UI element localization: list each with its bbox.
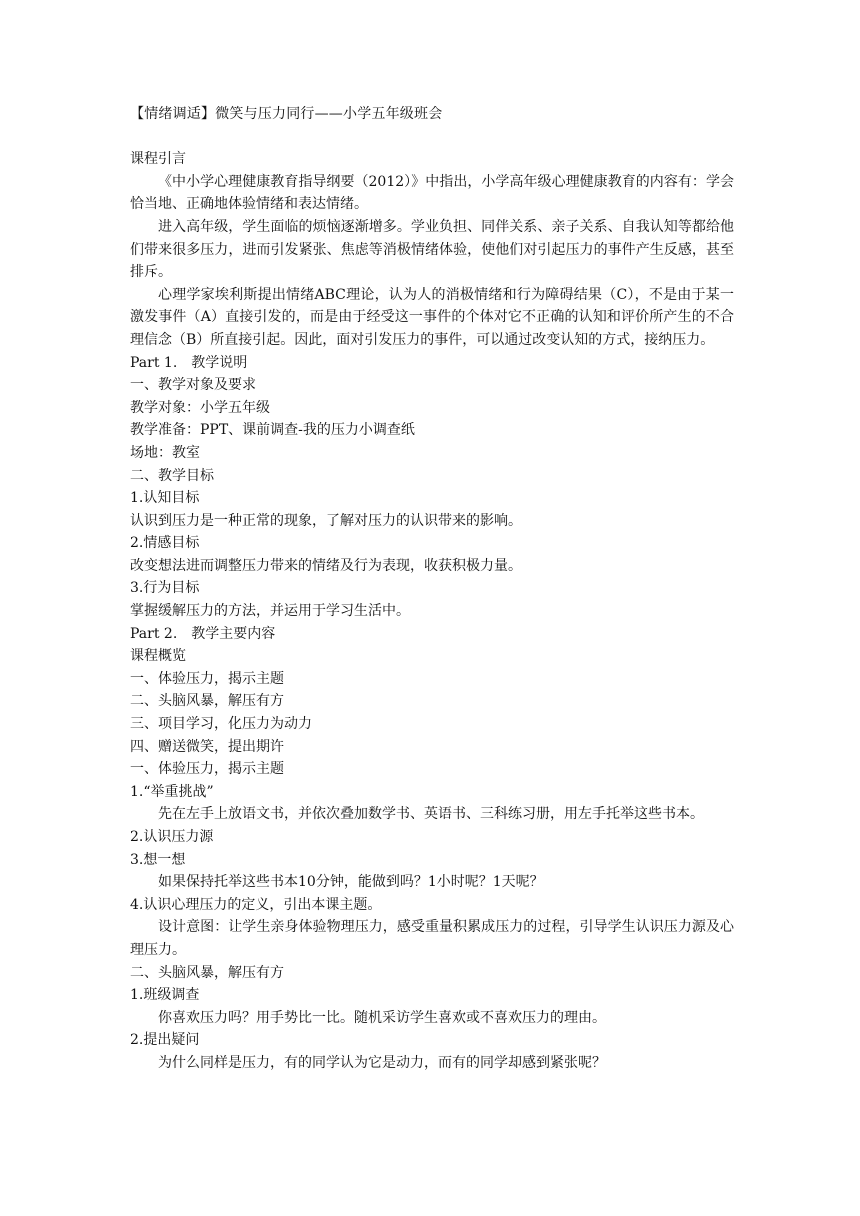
section-2-item-2-text: 为什么同样是压力，有的同学认为它是动力，而有的同学却感到紧张呢？ [158, 1054, 606, 1071]
section-1-item-1-text: 先在左手上放语文书，并依次叠加数学书、英语书、三科练习册，用左手托举这些书本。 [158, 806, 704, 823]
teaching-preparation: 教学准备：PPT、课前调查-我的压力小调查纸 [130, 422, 415, 439]
intro-heading: 课程引言 [130, 151, 186, 168]
section-2-item-2-title: 2.提出疑问 [130, 1032, 200, 1049]
section-1-design-intent: 设计意图：让学生亲身体验物理压力，感受重量积累成压力的过程，引导学生认识压力源及心理压力。 [130, 919, 734, 958]
teaching-target: 教学对象：小学五年级 [130, 399, 270, 416]
overview-item-3: 三、项目学习，化压力为动力 [130, 716, 312, 733]
part2-heading: Part 2. 教学主要内容 [130, 625, 276, 642]
document-page [130, 103, 734, 1075]
goal-1-text: 认识到压力是一种正常的现象，了解对压力的认识带来的影响。 [130, 512, 522, 529]
course-overview-heading: 课程概览 [130, 648, 186, 665]
part1-section-2: 二、教学目标 [130, 467, 214, 484]
goal-3-text: 掌握缓解压力的方法，并运用于学习生活中。 [130, 603, 410, 620]
goal-2-title: 2.情感目标 [130, 535, 200, 552]
goal-1-title: 1.认知目标 [130, 490, 200, 507]
overview-item-2: 二、头脑风暴，解压有方 [130, 693, 284, 710]
section-2-item-1-text: 你喜欢压力吗？用手势比一比。随机采访学生喜欢或不喜欢压力的理由。 [158, 1009, 606, 1026]
intro-paragraph-2: 进入高年级，学生面临的烦恼逐渐增多。学业负担、同伴关系、亲子关系、自我认知等都给他们带来很多压力，进而引发紧张、焦虑等消极情绪体验，使他们对引起压力的事件产生反感，甚至排斥。 [130, 218, 734, 281]
section-1-item-2-title: 2.认识压力源 [130, 829, 214, 845]
overview-item-1: 一、体验压力，揭示主题 [130, 670, 284, 687]
goal-3-title: 3.行为目标 [130, 580, 200, 597]
section-2-item-1-title: 1.班级调查 [130, 987, 200, 1004]
teaching-venue: 场地：教室 [130, 444, 200, 461]
blank-line [130, 126, 734, 149]
section-2-heading: 二、头脑风暴，解压有方 [130, 964, 284, 981]
part1-section-1: 一、教学对象及要求 [130, 377, 256, 394]
section-1-heading: 一、体验压力，揭示主题 [130, 761, 284, 778]
document-title: 【情绪调适】微笑与压力同行——小学五年级班会 [130, 106, 443, 122]
overview-item-4: 四、赠送微笑，提出期许 [130, 738, 284, 755]
intro-paragraph-1: 《中小学心理健康教育指导纲要（2012）》中指出，小学高年级心理健康教育的内容有：学会恰当地、正确地体验情绪和表达情绪。 [130, 173, 734, 213]
section-1-item-1-title: 1.“举重挑战” [130, 783, 214, 800]
section-1-item-4-title: 4.认识心理压力的定义，引出本课主题。 [130, 896, 382, 913]
part1-heading: Part 1. 教学说明 [130, 354, 248, 371]
section-1-item-3-text: 如果保持托举这些书本10分钟，能做到吗？1小时呢？1天呢？ [158, 874, 544, 891]
intro-paragraph-3: 心理学家埃利斯提出情绪ABC理论，认为人的消极情绪和行为障碍结果（C），不是由于某一激发事件（A）直接引发的，而是由于经受这一事件的个体对它不正确的认知和评价所产生的不合理信念（B）所直接引起。因此，面对引发压力的事件，可以通过改变认知的方式，接纳压力。 [130, 286, 734, 348]
goal-2-text: 改变想法进而调整压力带来的情绪及行为表现，收获积极力量。 [130, 557, 522, 574]
section-1-item-3-title: 3.想一想 [130, 851, 186, 868]
